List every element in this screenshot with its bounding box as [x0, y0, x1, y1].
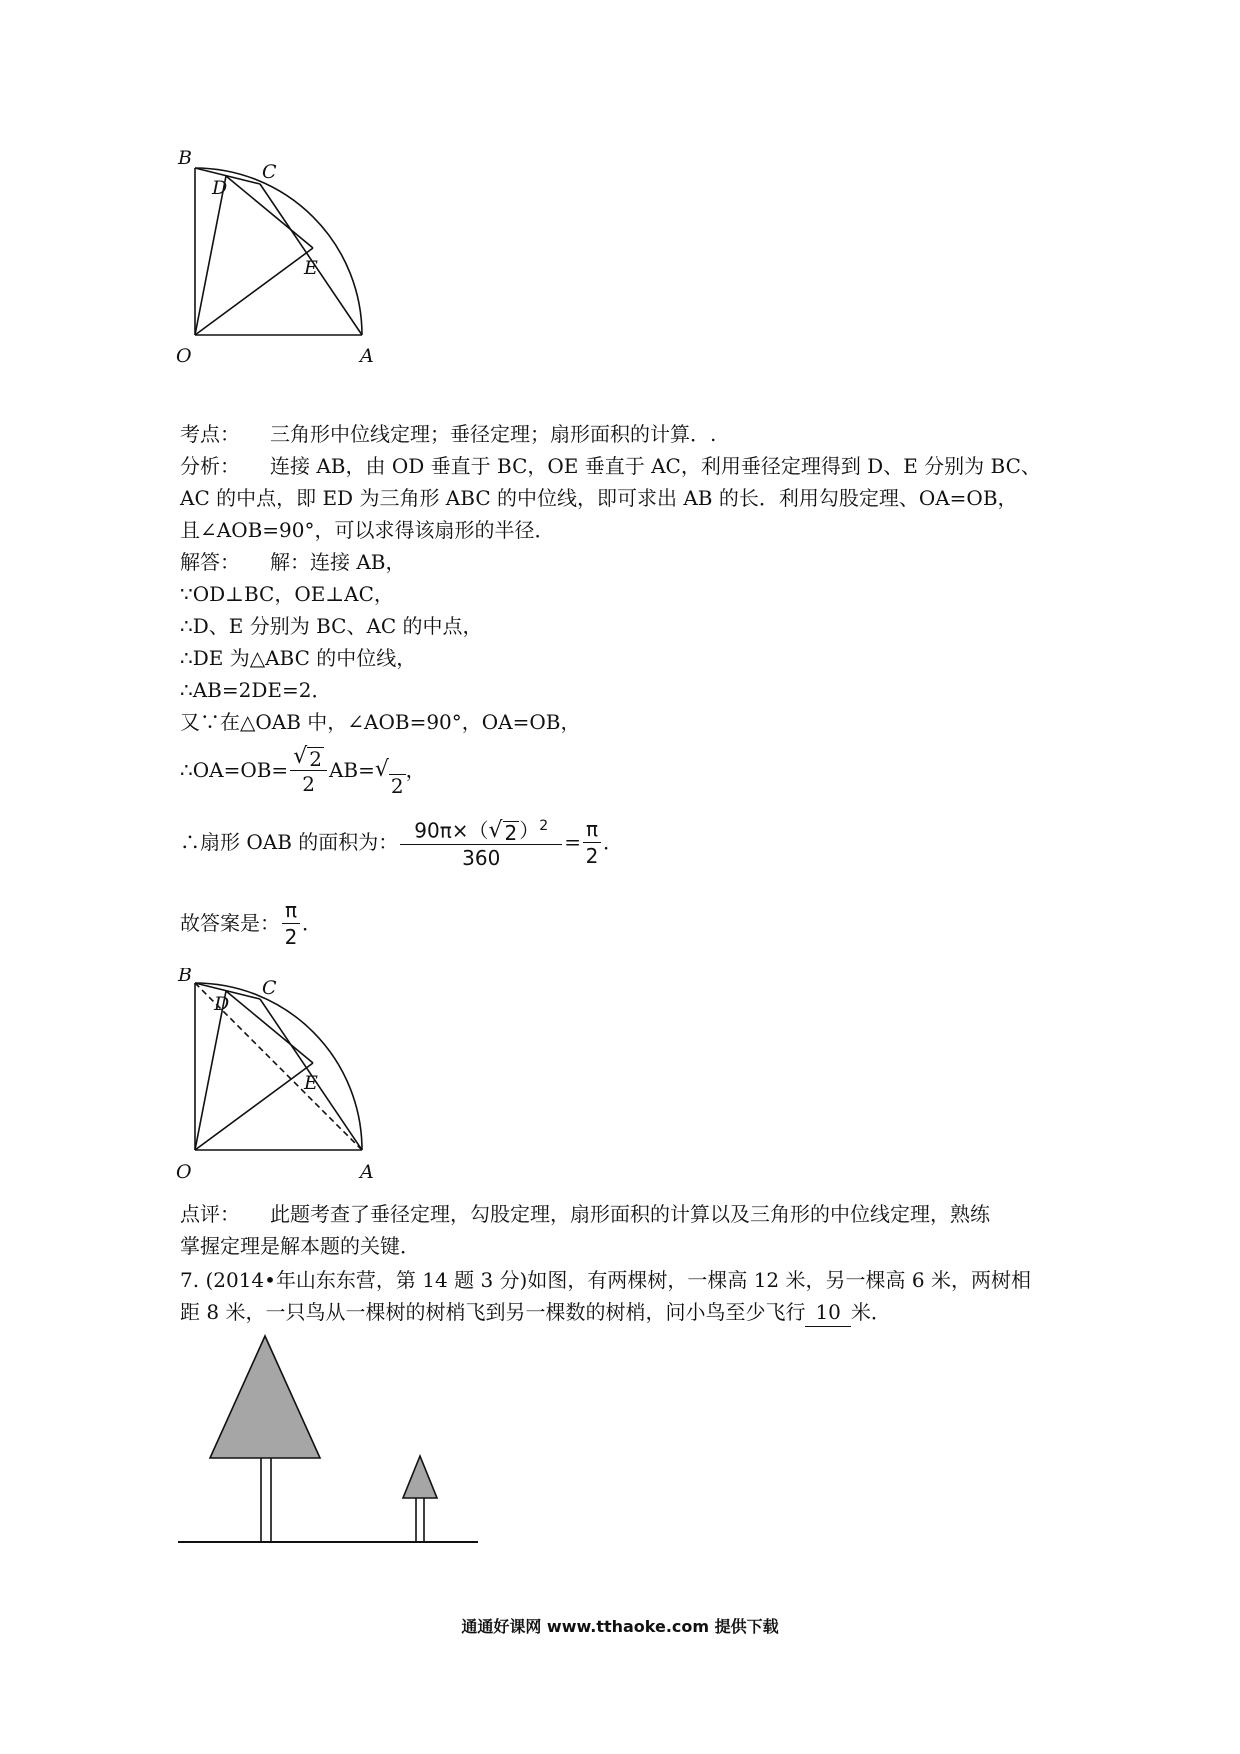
sqrt-icon: √: [488, 818, 503, 844]
answer-num: π: [282, 897, 300, 924]
q7-line2: [180, 1298, 891, 1327]
kaodian-text: 三角形中位线定理；垂径定理；扇形面积的计算．.: [270, 422, 717, 446]
fenxi-line3: 且∠AOB=90°，可以求得该扇形的半径．: [180, 518, 555, 542]
jieda-row: [180, 548, 406, 576]
answer-row: [180, 893, 322, 953]
short-tree-crown: [403, 1456, 437, 1498]
oa-fraction: [290, 743, 327, 797]
fenxi-line1: 连接 AB，由 OD 垂直于 BC，OE 垂直于 AC，利用垂径定理得到 D、E 分别为 BC、: [270, 454, 1041, 478]
oa-sqrt-end: 2: [390, 774, 404, 798]
dianping-line1: 此题考查了垂径定理，勾股定理，扇形面积的计算以及三角形的中位线定理，熟练: [270, 1202, 990, 1226]
oa-mid: AB=: [328, 758, 375, 782]
label-d: D: [212, 177, 228, 199]
area-exp: 2: [539, 817, 549, 834]
area-num-a: 90π×（: [414, 818, 489, 843]
sqrt-icon: √: [374, 757, 389, 782]
area-res-num: π: [583, 816, 601, 843]
tall-tree-crown: [210, 1336, 320, 1458]
oa-end: ，: [405, 758, 426, 782]
q7-answer-blank: 10: [805, 1298, 850, 1327]
oa-prefix: ∴OA=OB=: [180, 758, 289, 782]
dianping-line2: 掌握定理是解本题的关键．: [180, 1234, 420, 1258]
area-num-sqrt: 2: [504, 821, 518, 846]
answer-fraction: [282, 897, 300, 950]
area-result: [583, 816, 601, 869]
oa-sqrt-num: 2: [309, 747, 322, 771]
figure-1-quarter-circle: [170, 150, 410, 380]
label-c: C: [262, 977, 277, 999]
area-end: ．: [603, 830, 624, 854]
area-res-den: 2: [585, 843, 599, 868]
answer-prefix: 故答案是：: [180, 911, 280, 935]
page-footer: 通通好课网 www.tthaoke.com 提供下载: [461, 1617, 779, 1636]
sqrt-icon: √: [293, 744, 308, 769]
q7-line1: 7. (2014•年山东东营，第 14 题 3 分)如图，有两棵树，一棵高 12 米，另一棵高 6 米，两树相: [180, 1268, 1031, 1292]
label-b: B: [178, 150, 192, 169]
area-eq: =: [564, 830, 581, 854]
dianping-label: 点评：: [180, 1202, 240, 1226]
area-prefix: ∴扇形 OAB 的面积为：: [180, 830, 399, 854]
oa-formula: [180, 740, 426, 800]
answer-end: ．: [302, 911, 323, 935]
q7-line2-a: 距 8 米，一只鸟从一棵树的树梢飞到另一棵数的树梢，问小鸟至少飞行: [180, 1300, 806, 1324]
q7-line2-b: 米．: [850, 1300, 891, 1324]
fenxi-row: [180, 452, 1041, 480]
area-fraction: [400, 813, 562, 872]
jieda-first: 解：连接 AB，: [270, 550, 406, 574]
label-e: E: [304, 257, 318, 279]
label-c: C: [262, 161, 277, 183]
area-num-b: ）: [519, 818, 540, 843]
dianping-row: [180, 1200, 990, 1228]
fenxi-label: 分析：: [180, 454, 240, 478]
area-den: 360: [462, 846, 501, 871]
label-o: O: [176, 345, 192, 367]
jieda-step-2: ∴D、E 分别为 BC、AC 的中点，: [180, 614, 483, 638]
figure-trees: [170, 1330, 490, 1565]
label-e: E: [304, 1072, 318, 1094]
jieda-step-5: 又∵在△OAB 中，∠AOB=90°，OA=OB，: [180, 710, 581, 734]
label-o: O: [176, 1161, 192, 1183]
oa-den: 2: [302, 772, 315, 796]
kaodian-row: [180, 420, 716, 448]
answer-den: 2: [284, 924, 298, 949]
area-formula: [180, 812, 623, 872]
label-a: A: [360, 1161, 374, 1183]
jieda-step-1: ∵OD⊥BC，OE⊥AC，: [180, 582, 394, 606]
jieda-step-3: ∴DE 为△ABC 的中位线，: [180, 646, 417, 670]
label-d: D: [214, 993, 230, 1015]
fenxi-line2: AC 的中点，即 ED 为三角形 ABC 的中位线，即可求出 AB 的长．利用勾股定理、OA=OB，: [180, 486, 1018, 510]
jieda-step-4: ∴AB=2DE=2．: [180, 678, 332, 702]
figure-2-quarter-circle: [170, 968, 410, 1193]
kaodian-label: 考点：: [180, 422, 240, 446]
label-b: B: [178, 968, 192, 986]
label-a: A: [360, 345, 374, 367]
jieda-label: 解答：: [180, 550, 240, 574]
